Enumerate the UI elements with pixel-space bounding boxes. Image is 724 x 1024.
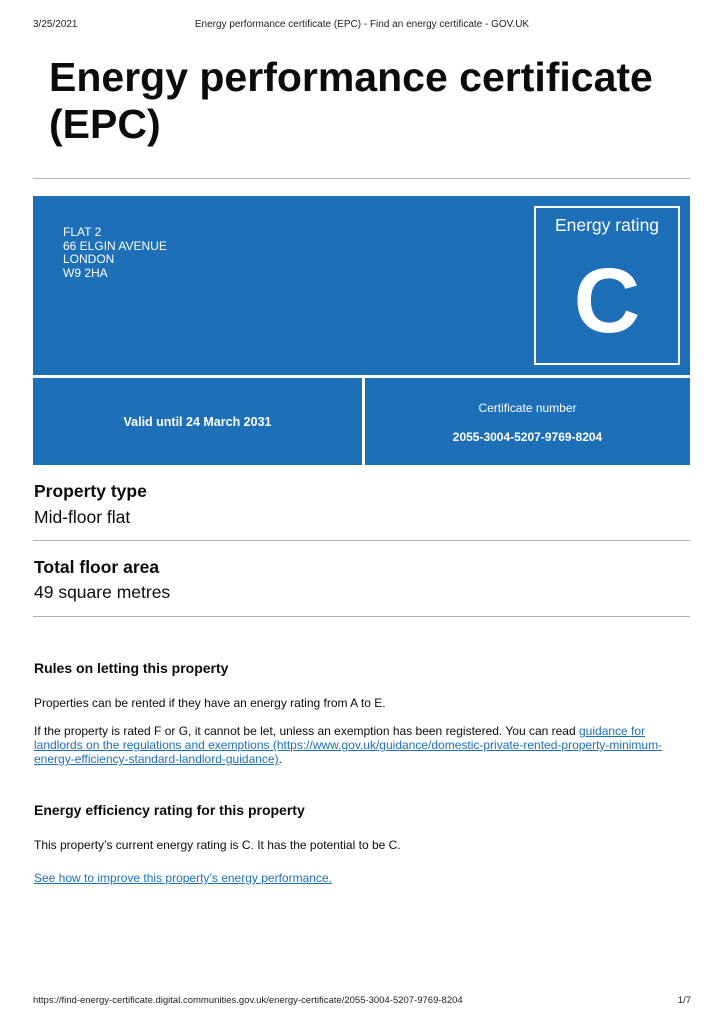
print-date: 3/25/2021 (33, 19, 78, 30)
energy-rating-label: Energy rating (554, 215, 660, 235)
certificate-number-label: Certificate number (478, 401, 577, 415)
address-line-1: FLAT 2 (63, 225, 102, 239)
improve-link-wrapper (34, 871, 690, 885)
section-divider (33, 540, 690, 541)
certificate-number-panel (365, 378, 690, 465)
section-divider (33, 616, 690, 617)
print-page-title: Energy performance certificate (EPC) - Find an energy certificate - GOV.UK (194, 19, 530, 30)
letting-rules-text: Properties can be rented if they have an energy rating from A to E. (34, 696, 386, 710)
energy-rating-box (534, 206, 680, 365)
validity-panel (33, 378, 362, 465)
valid-until: Valid until 24 March 2031 (123, 415, 272, 429)
print-page-number: 1/7 (677, 995, 691, 1006)
efficiency-rating-text: This property’s current energy rating is C. It has the potential to be C. (34, 838, 401, 852)
landlord-guidance-link[interactable]: guidance for landlords on the regulations and exemptions (https://www.gov.uk/guidance/domestic-private-rented-property-minimum-energy-efficiency-standard-landlord-guidance) (34, 724, 663, 766)
certificate-number-value: 2055-3004-5207-9769-8204 (452, 430, 603, 444)
letting-rules-heading: Rules on letting this property (34, 660, 229, 676)
print-header (33, 19, 691, 33)
efficiency-rating-heading: Energy efficiency rating for this property (34, 802, 305, 818)
improve-performance-link[interactable]: See how to improve this property’s energy performance. (34, 871, 332, 885)
page-title: Energy performance certificate (EPC) (49, 54, 653, 147)
print-url: https://find-energy-certificate.digital.communities.gov.uk/energy-certificate/2055-3004-5207-9769-8204 (33, 995, 463, 1006)
address-line-3: LONDON (63, 252, 115, 266)
floor-area-value: 49 square metres (34, 582, 171, 602)
print-footer (33, 995, 691, 1009)
exemption-text: If the property is rated F or G, it cannot be let, unless an exemption has been registered. You can read (34, 724, 579, 738)
property-address (63, 226, 167, 280)
floor-area-label: Total floor area (34, 557, 160, 577)
epc-summary-panel (33, 196, 690, 375)
letting-exemption-text (34, 724, 690, 766)
address-postcode: W9 2HA (63, 265, 108, 280)
energy-rating-letter: C (573, 250, 641, 352)
property-type-label: Property type (34, 481, 147, 501)
exemption-text-end: . (278, 752, 282, 766)
title-divider (33, 178, 690, 179)
address-line-2: 66 ELGIN AVENUE (63, 238, 167, 253)
property-type-value: Mid-floor flat (34, 507, 131, 527)
